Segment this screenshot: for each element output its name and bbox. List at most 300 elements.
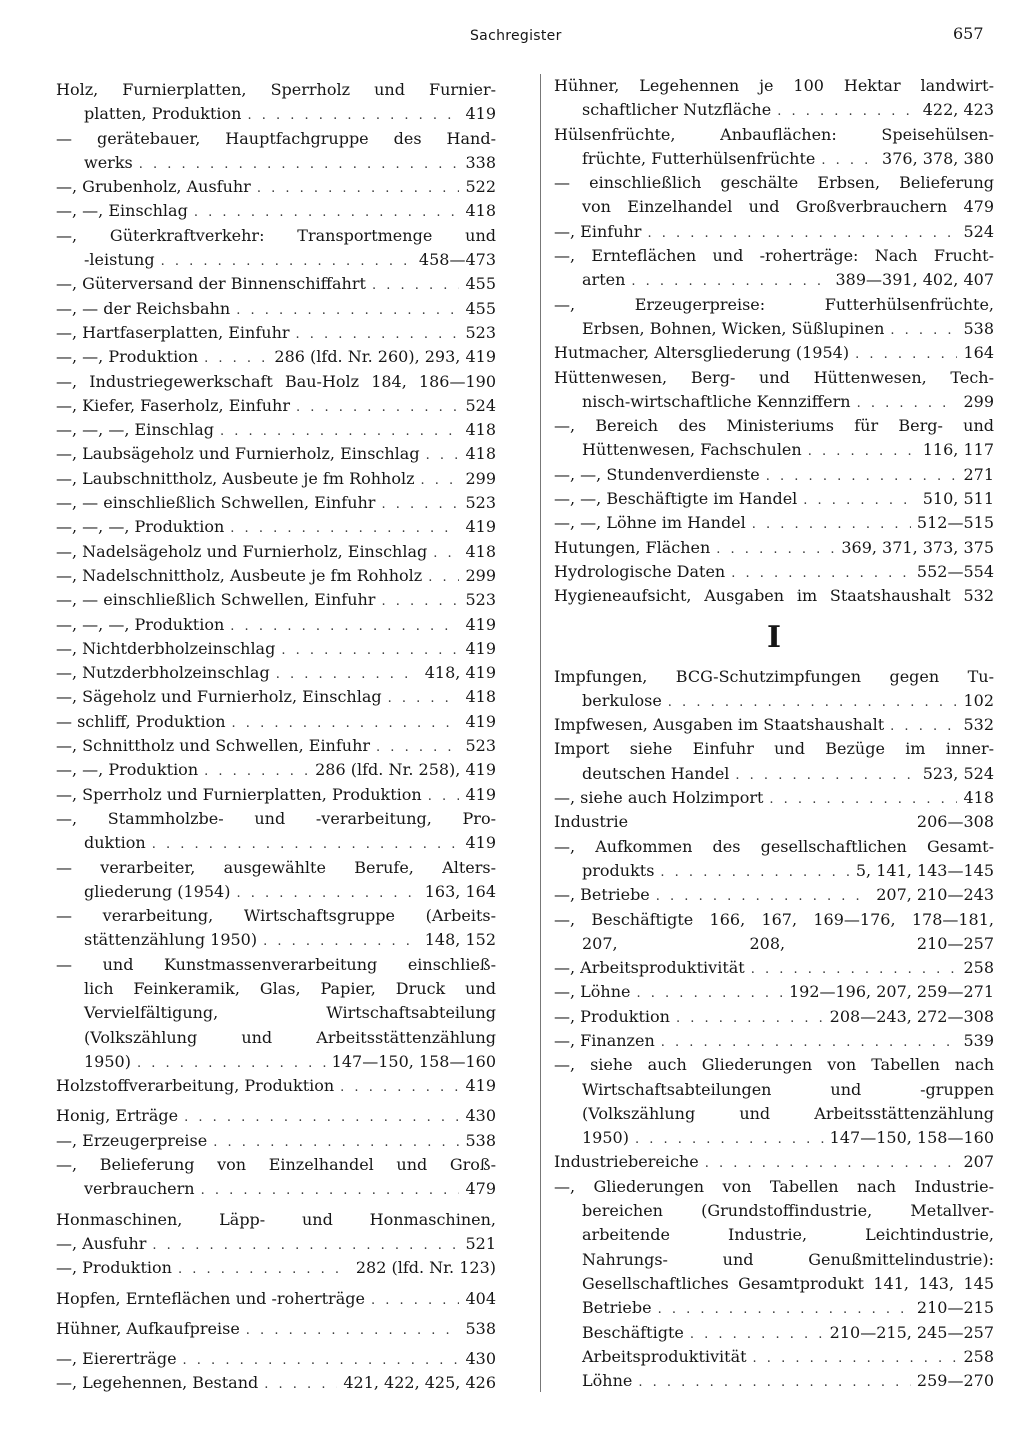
page-reference: 338 xyxy=(465,152,496,172)
entry-text: Hutmacher, Altersgliederung (1954) xyxy=(554,343,850,363)
page-reference: 404 xyxy=(465,1288,496,1308)
index-entry-line xyxy=(554,584,994,608)
entry-text: von Einzelhandel und Großverbrauchern 479 xyxy=(582,197,994,217)
page-reference: 164 xyxy=(963,343,994,363)
index-entry-line xyxy=(554,1223,994,1247)
index-entry-line xyxy=(56,685,496,709)
index-entry-line xyxy=(554,762,994,786)
entry-text: —, Laubsägeholz und Furnierholz, Einschlag xyxy=(56,444,420,464)
page-reference: 258 xyxy=(963,1346,994,1366)
index-entry-line xyxy=(56,1317,496,1341)
page-reference: 286 (lfd. Nr. 258), 419 xyxy=(315,760,496,780)
index-entry-line xyxy=(56,1232,496,1256)
entry-text: —, Produktion xyxy=(554,1006,670,1026)
entry-text: —, —, Stundenverdienste xyxy=(554,464,760,484)
entry-text: —, Aufkommen des gesellschaftlichen Gesamt- xyxy=(554,836,994,856)
index-entry-line xyxy=(554,1321,994,1345)
entry-text: —, Güterkraftverkehr: Transportmenge und xyxy=(56,225,496,245)
page-reference: 210—215, 245—257 xyxy=(829,1322,994,1342)
entry-text: arbeitende Industrie, Leichtindustrie, xyxy=(582,1225,994,1245)
page-reference: 455 xyxy=(465,298,496,318)
entry-text: —, —, Produktion xyxy=(56,347,199,367)
entry-text: —, —, Produktion xyxy=(56,760,199,780)
page-reference: 419 xyxy=(465,104,496,124)
page-reference: 210—215 xyxy=(916,1298,994,1318)
entry-text: Import siehe Einfuhr und Bezüge im inner- xyxy=(554,739,994,759)
entry-text: nisch-wirtschaftliche Kennziffern xyxy=(582,391,851,411)
dot-leader xyxy=(808,440,917,464)
index-entry-line xyxy=(554,1199,994,1223)
index-entry-line xyxy=(554,195,994,219)
left-column xyxy=(56,78,496,1396)
page-reference: 102 xyxy=(963,690,994,710)
page-reference: 148, 152 xyxy=(424,930,496,950)
dot-leader xyxy=(635,1128,824,1152)
dot-leader xyxy=(777,100,917,124)
dot-leader xyxy=(803,489,916,513)
entry-text: Betriebe xyxy=(582,1298,652,1318)
dot-leader xyxy=(428,785,460,809)
dot-leader xyxy=(661,1031,958,1055)
page-reference: 299 xyxy=(465,468,496,488)
dot-leader xyxy=(183,1349,460,1373)
dot-leader xyxy=(731,562,911,586)
page-reference: 430 xyxy=(465,1106,496,1126)
page-reference: 455 xyxy=(465,274,496,294)
page-reference: 510, 511 xyxy=(922,489,994,509)
page-reference: 5, 141, 143—145 xyxy=(855,860,994,880)
index-entry-line xyxy=(56,199,496,223)
entry-text: duktion xyxy=(84,833,146,853)
index-entry-line xyxy=(554,1053,994,1077)
entry-text: —, —, Löhne im Handel xyxy=(554,513,746,533)
entry-text: —, —, Einschlag xyxy=(56,201,188,221)
dot-leader xyxy=(139,153,460,177)
index-entry-line xyxy=(56,661,496,685)
entry-text: Holzstoffverarbeitung, Produktion xyxy=(56,1076,335,1096)
dot-leader xyxy=(638,1371,911,1395)
index-entry-line xyxy=(56,831,496,855)
index-entry-line xyxy=(56,564,496,588)
dot-leader xyxy=(230,517,459,541)
dot-leader xyxy=(161,250,413,274)
entry-text: Hühner, Aufkaufpreise xyxy=(56,1318,240,1338)
page-reference: 418 xyxy=(465,444,496,464)
index-entry-line xyxy=(554,1005,994,1029)
entry-text: Holz, Furnierplatten, Sperrholz und Furnier- xyxy=(56,80,496,99)
dot-leader xyxy=(821,149,876,173)
dot-leader xyxy=(660,861,849,885)
entry-text: -leistung xyxy=(84,250,155,270)
entry-text: (Volkszählung und Arbeitsstättenzählung xyxy=(84,1027,496,1047)
index-entry-line xyxy=(56,1050,496,1074)
entry-text: bereichen (Grundstoffindustrie, Metallver- xyxy=(582,1201,994,1221)
page-reference: 116, 117 xyxy=(922,440,994,460)
index-entry-line xyxy=(554,1029,994,1053)
index-entry-line xyxy=(554,665,994,689)
entry-text: Hülsenfrüchte, Anbauflächen: Speisehülsen- xyxy=(554,124,994,144)
index-entry-line xyxy=(554,244,994,268)
index-entry-line xyxy=(554,859,994,883)
entry-text: Hüttenwesen, Berg- und Hüttenwesen, Tech- xyxy=(554,367,994,387)
section-letter-heading: I xyxy=(766,619,782,655)
index-entry-line xyxy=(554,487,994,511)
entry-text: —, Gliederungen von Tabellen nach Industrie- xyxy=(554,1176,994,1196)
running-title: Sachregister xyxy=(470,28,562,44)
index-entry-line xyxy=(554,536,994,560)
dot-leader xyxy=(855,343,957,367)
entry-text: —, siehe auch Holzimport xyxy=(554,788,764,808)
index-entry-line xyxy=(56,224,496,248)
entry-text: deutschen Handel xyxy=(582,763,730,783)
dot-leader xyxy=(263,930,419,954)
page-number: 657 xyxy=(953,24,984,43)
page-reference: 418 xyxy=(465,201,496,221)
index-entry-line xyxy=(56,977,496,1001)
index-entry-line xyxy=(56,370,496,394)
index-entry-line xyxy=(56,1208,496,1232)
dot-leader xyxy=(752,513,911,537)
dot-leader xyxy=(220,420,459,444)
page-reference: 523, 524 xyxy=(922,763,994,783)
page-reference: 521 xyxy=(465,1233,496,1253)
dot-leader xyxy=(296,323,460,347)
index-entry-line xyxy=(554,341,994,365)
page-reference: 419 xyxy=(465,517,496,537)
column-divider xyxy=(540,74,541,1392)
index-entry-line xyxy=(56,345,496,369)
dot-leader xyxy=(735,764,916,788)
entry-text: —, Nutzderbholzeinschlag xyxy=(56,663,270,683)
index-entry-line xyxy=(56,321,496,345)
index-entry-line xyxy=(554,737,994,761)
dot-leader xyxy=(264,1373,337,1397)
page-reference: 299 xyxy=(963,391,994,411)
index-entry-line xyxy=(554,1248,994,1272)
entry-text: —, —, Beschäftigte im Handel xyxy=(554,489,798,509)
index-entry-line xyxy=(554,463,994,487)
page-reference: 479 xyxy=(465,1179,496,1199)
entry-text: Löhne xyxy=(582,1371,633,1391)
entry-text: —, Nichtderbholzeinschlag xyxy=(56,638,276,658)
entry-text: berkulose xyxy=(582,690,662,710)
index-entry-line xyxy=(554,1345,994,1369)
entry-text: —, — der Reichsbahn xyxy=(56,298,231,318)
entry-text: — verarbeiter, ausgewählte Berufe, Alters- xyxy=(56,857,496,877)
page-reference: 389—391, 402, 407 xyxy=(835,270,994,290)
dot-leader xyxy=(230,615,459,639)
page-reference: 523 xyxy=(465,322,496,342)
page-reference: 430 xyxy=(465,1349,496,1369)
page-reference: 538 xyxy=(465,1130,496,1150)
entry-text: Hygieneaufsicht, Ausgaben im Staatshaushalt 532 xyxy=(554,586,994,606)
entry-text: Hydrologische Daten xyxy=(554,561,726,581)
index-entry-line xyxy=(56,467,496,491)
page-reference: 512—515 xyxy=(916,513,994,533)
entry-text: — einschließlich geschälte Erbsen, Belieferung xyxy=(554,173,994,193)
entry-text: — gerätebauer, Hauptfachgruppe des Hand- xyxy=(56,128,496,148)
dot-leader xyxy=(372,274,460,298)
page-reference: 369, 371, 373, 375 xyxy=(841,537,994,557)
index-entry-line xyxy=(554,810,994,834)
index-entry-line xyxy=(554,390,994,414)
index-entry-line xyxy=(554,366,994,390)
index-entry-line xyxy=(554,123,994,147)
dot-leader xyxy=(658,1298,911,1322)
dot-leader xyxy=(340,1076,459,1100)
dot-leader xyxy=(194,201,460,225)
page-reference: 376, 378, 380 xyxy=(882,148,994,168)
index-entry-line xyxy=(554,713,994,737)
index-entry-line xyxy=(56,540,496,564)
entry-text: —, Hartfaserplatten, Einfuhr xyxy=(56,322,290,342)
entry-text: —, Nadelsägeholz und Furnierholz, Einschlag xyxy=(56,541,428,561)
entry-text: Hopfen, Ernteflächen und -roherträge xyxy=(56,1288,365,1308)
dot-leader xyxy=(716,538,835,562)
entry-text: schaftlicher Nutzfläche xyxy=(582,100,772,120)
dot-leader xyxy=(647,222,957,246)
index-entry-line xyxy=(554,268,994,292)
page-reference: 421, 422, 425, 426 xyxy=(343,1373,496,1393)
index-entry-line xyxy=(554,147,994,171)
dot-leader xyxy=(381,493,459,517)
index-entry-line xyxy=(554,980,994,1004)
entry-text: 207, 208, 210—257 xyxy=(582,933,994,953)
page-reference: 539 xyxy=(963,1030,994,1050)
page-reference: 147—150, 158—160 xyxy=(331,1051,496,1071)
entry-text: Erbsen, Bohnen, Wicken, Süßlupinen xyxy=(582,318,885,338)
dot-leader xyxy=(668,691,958,715)
dot-leader xyxy=(388,687,460,711)
entry-text: Industrie 206—308 xyxy=(554,812,994,832)
page-reference: 299 xyxy=(465,565,496,585)
index-entry-line xyxy=(56,151,496,175)
index-entry-line xyxy=(56,856,496,880)
entry-text: Wirtschaftsabteilungen und -gruppen xyxy=(582,1079,994,1099)
page-reference: 538 xyxy=(465,1318,496,1338)
entry-text: —, Erzeugerpreise xyxy=(56,1130,208,1150)
page-reference: 418, 419 xyxy=(424,663,496,683)
entry-text: —, — einschließlich Schwellen, Einfuhr xyxy=(56,590,376,610)
dot-leader xyxy=(152,833,460,857)
entry-text: —, Einfuhr xyxy=(554,221,642,241)
index-entry-line xyxy=(56,710,496,734)
entry-text: Gesellschaftliches Gesamtprodukt 141, 143, 145 xyxy=(582,1273,994,1293)
index-entry-line xyxy=(56,928,496,952)
index-entry-line xyxy=(554,1078,994,1102)
page-reference: 419 xyxy=(465,784,496,804)
index-entry-line xyxy=(554,74,994,98)
index-entry-line xyxy=(554,560,994,584)
dot-leader xyxy=(690,1323,824,1347)
index-entry-line xyxy=(56,248,496,272)
dot-leader xyxy=(890,319,957,343)
entry-text: verbrauchern xyxy=(84,1179,195,1199)
index-entry-line xyxy=(56,394,496,418)
page-reference: 147—150, 158—160 xyxy=(829,1128,994,1148)
page-reference: 419 xyxy=(465,638,496,658)
entry-text: Impfungen, BCG-Schutzimpfungen gegen Tu- xyxy=(554,666,994,686)
right-column xyxy=(554,74,994,1393)
dot-leader xyxy=(426,444,460,468)
dot-leader xyxy=(433,542,459,566)
index-entry-line xyxy=(56,1129,496,1153)
page-reference: 418 xyxy=(465,541,496,561)
index-entry-line xyxy=(56,1001,496,1025)
entry-text: —, Industriegewerkschaft Bau-Holz 184, 186—190 xyxy=(56,371,496,391)
entry-text: —, Finanzen xyxy=(554,1030,655,1050)
index-entry-line xyxy=(56,904,496,928)
index-entry-line xyxy=(554,1296,994,1320)
page-reference: 522 xyxy=(465,177,496,197)
index-entry-line xyxy=(56,78,496,102)
entry-text: gliederung (1954) xyxy=(84,881,231,901)
dot-leader xyxy=(201,1179,460,1203)
entry-text: —, —, —, Einschlag xyxy=(56,420,214,440)
dot-leader xyxy=(247,104,459,128)
page-reference: 192—196, 207, 259—271 xyxy=(788,982,994,1002)
entry-text: —, Erzeugerpreise: Futterhülsenfrüchte, xyxy=(554,294,994,314)
dot-leader xyxy=(381,590,459,614)
index-entry-line xyxy=(554,908,994,932)
entry-text: arten xyxy=(582,270,626,290)
index-entry-line xyxy=(56,783,496,807)
page-reference: 523 xyxy=(465,493,496,513)
page-reference: 418 xyxy=(465,420,496,440)
entry-text: —, Legehennen, Bestand xyxy=(56,1373,259,1393)
entry-text: —, Löhne xyxy=(554,982,631,1002)
index-entry-line xyxy=(554,438,994,462)
index-entry-line xyxy=(56,1104,496,1128)
index-entry-line xyxy=(56,418,496,442)
page-reference: 207, 210—243 xyxy=(876,885,994,905)
dot-leader xyxy=(232,712,460,736)
page-reference: 552—554 xyxy=(916,561,994,581)
entry-text: —, Eiererträge xyxy=(56,1349,177,1369)
page-reference: 418 xyxy=(465,687,496,707)
dot-leader xyxy=(276,663,419,687)
page-reference: 538 xyxy=(963,318,994,338)
index-entry-line xyxy=(56,880,496,904)
entry-text: Honmaschinen, Läpp- und Honmaschinen, xyxy=(56,1209,496,1229)
entry-text: — schliff, Produktion xyxy=(56,711,226,731)
index-entry-line xyxy=(56,1153,496,1177)
entry-text: — verarbeitung, Wirtschaftsgruppe (Arbeits- xyxy=(56,906,496,926)
entry-text: —, Arbeitsproduktivität xyxy=(554,958,745,978)
page-reference: 524 xyxy=(963,221,994,241)
page-reference: 458—473 xyxy=(418,250,496,270)
entry-text: —, — einschließlich Schwellen, Einfuhr xyxy=(56,493,376,513)
entry-text: —, Betriebe xyxy=(554,885,650,905)
entry-text: Industriebereiche xyxy=(554,1152,699,1172)
index-entry-line xyxy=(554,317,994,341)
index-entry-line xyxy=(554,689,994,713)
index-entry-line xyxy=(554,171,994,195)
dot-leader xyxy=(705,1152,958,1176)
dot-leader xyxy=(428,566,459,590)
entry-text: früchte, Futterhülsenfrüchte xyxy=(582,148,816,168)
index-entry-line xyxy=(56,953,496,977)
entry-text: Hüttenwesen, Fachschulen xyxy=(582,440,802,460)
dot-leader xyxy=(890,715,957,739)
page-reference: 258 xyxy=(963,958,994,978)
dot-leader xyxy=(656,885,870,909)
page-reference: 523 xyxy=(465,736,496,756)
dot-leader xyxy=(857,392,958,416)
entry-text: Hutungen, Flächen xyxy=(554,537,711,557)
dot-leader xyxy=(204,347,268,371)
entry-text: —, Ausfuhr xyxy=(56,1233,147,1253)
page-reference: 282 (lfd. Nr. 123) xyxy=(355,1258,496,1278)
entry-text: —, Sägeholz und Furnierholz, Einschlag xyxy=(56,687,382,707)
index-entry-line xyxy=(56,1074,496,1098)
index-entry-line xyxy=(56,1026,496,1050)
entry-text: (Volkszählung und Arbeitsstättenzählung xyxy=(582,1103,994,1123)
dot-leader xyxy=(236,299,459,323)
entry-text: —, Beschäftigte 166, 167, 169—176, 178—181, xyxy=(554,909,994,929)
entry-text: —, Grubenholz, Ausfuhr xyxy=(56,177,251,197)
dot-leader xyxy=(631,270,829,294)
page-reference: 163, 164 xyxy=(424,881,496,901)
entry-text: —, Bereich des Ministeriums für Berg- und xyxy=(554,416,994,436)
dot-leader xyxy=(213,1131,459,1155)
entry-text: Honig, Erträge xyxy=(56,1106,179,1126)
index-entry-line xyxy=(56,272,496,296)
entry-text: —, Ernteflächen und -roherträge: Nach Frucht- xyxy=(554,246,994,266)
index-entry-line xyxy=(554,1150,994,1174)
index-entry-line xyxy=(554,414,994,438)
entry-text: —, Güterversand der Binnenschiffahrt xyxy=(56,274,366,294)
index-entry-line xyxy=(554,1126,994,1150)
index-entry-line xyxy=(554,1369,994,1393)
entry-text: —, Schnittholz und Schwellen, Einfuhr xyxy=(56,736,371,756)
entry-text: platten, Produktion xyxy=(84,104,242,124)
dot-leader xyxy=(766,465,958,489)
page-reference: 419 xyxy=(465,711,496,731)
index-entry-line xyxy=(56,127,496,151)
entry-text: Impfwesen, Ausgaben im Staatshaushalt xyxy=(554,715,885,735)
dot-leader xyxy=(184,1106,459,1130)
index-entry-line xyxy=(554,786,994,810)
index-entry-line xyxy=(56,1371,496,1395)
index-entry-line xyxy=(554,932,994,956)
entry-text: —, Laubschnittholz, Ausbeute je fm Rohholz xyxy=(56,468,415,488)
page-reference: 419 xyxy=(465,833,496,853)
dot-leader xyxy=(769,788,957,812)
entry-text: —, Nadelschnittholz, Ausbeute je fm Rohholz xyxy=(56,565,423,585)
entry-text: —, Kiefer, Faserholz, Einfuhr xyxy=(56,395,290,415)
index-entry-line xyxy=(554,956,994,980)
index-entry-line xyxy=(56,102,496,126)
index-entry-line xyxy=(56,297,496,321)
page-header xyxy=(0,22,1024,52)
page-reference: 259—270 xyxy=(916,1371,994,1391)
index-entry-line xyxy=(56,175,496,199)
dot-leader xyxy=(137,1052,326,1076)
index-entry-line xyxy=(56,1347,496,1371)
dot-leader xyxy=(676,1007,824,1031)
entry-text: stättenzählung 1950) xyxy=(84,930,258,950)
entry-text: —, siehe auch Gliederungen von Tabellen nach xyxy=(554,1055,994,1075)
index-entry-line xyxy=(554,835,994,859)
entry-text: Hühner, Legehennen je 100 Hektar landwirt- xyxy=(554,76,994,95)
page-reference: 271 xyxy=(963,464,994,484)
dot-leader xyxy=(152,1234,459,1258)
index-entry-line xyxy=(56,1256,496,1280)
page-reference: 286 (lfd. Nr. 260), 293, 419 xyxy=(274,347,496,367)
page-reference: 419 xyxy=(465,1076,496,1096)
dot-leader xyxy=(178,1258,350,1282)
